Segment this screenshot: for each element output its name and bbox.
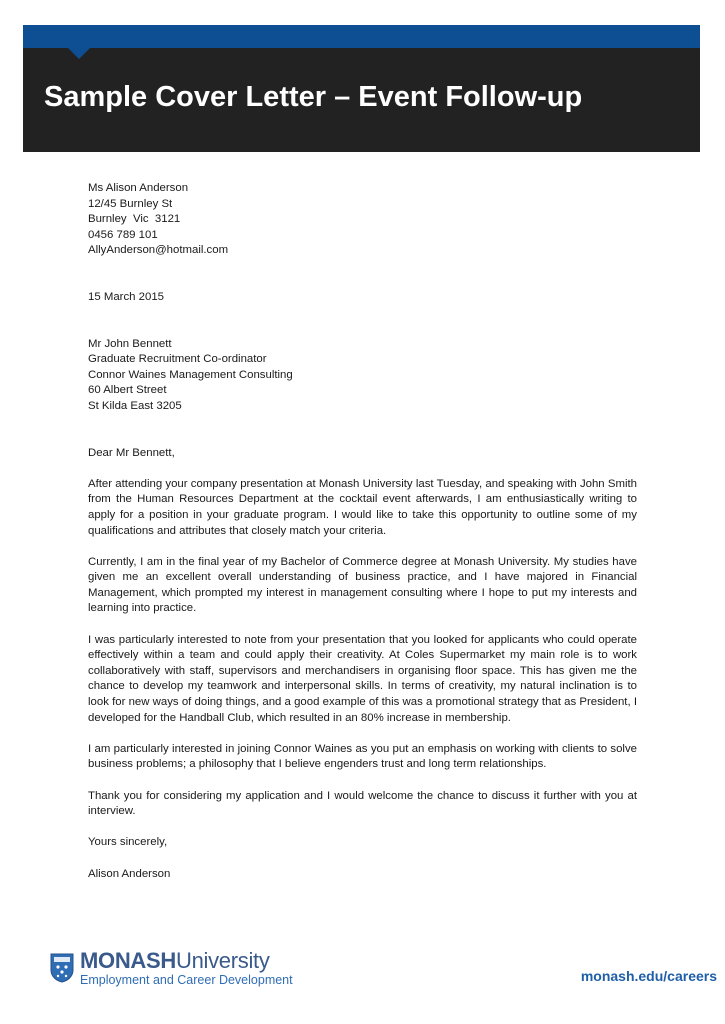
- paragraph-3: I was particularly interested to note from your presentation that you looked for applicants who could operate effectively within a team and could apply their creativity. At Coles Supermarket my main role is to work collaboratively with staff, supervisors and merchandisers in organising floor space. This has given me the chance to develop my teamwork and interpersonal skills. In terms of creativity, my natural inclination is to look for new ways of doing things, and a good example of this was a promotional strategy that as President, I developed for the Handball Club, which resulted in an 80% increase in membership.: [88, 633, 637, 724]
- logo-department: Employment and Career Development: [80, 973, 293, 987]
- monash-crest-icon: [50, 953, 74, 983]
- page-title: Sample Cover Letter – Event Follow-up: [44, 81, 583, 113]
- paragraph-1: After attending your company presentation at Monash University last Tuesday, and speaking with John Smith from the Human Resources Department at the cocktail event afterwards, I am enthusiastically writing to apply for a position in your graduate program. I would like to take this opportunity to outline some of my qualifications and attributes that closely match your criteria.: [88, 477, 637, 537]
- signature-name: Alison Anderson: [88, 867, 171, 880]
- paragraph-2: Currently, I am in the final year of my Bachelor of Commerce degree at Monash University. My studies have given me an excellent overall understanding of business practice, and I have majored in Financial Management, which prompted my interest in management consulting where I hope to put my interests and learning into practice.: [88, 555, 637, 615]
- letter-date: 15 March 2015: [88, 290, 164, 303]
- sender-address: [88, 181, 637, 259]
- sender-name: Ms Alison Anderson: [88, 182, 189, 194]
- recipient-name: Mr John Bennett: [88, 337, 172, 350]
- careers-url: monash.edu/careers: [580, 968, 717, 984]
- letter-body: [88, 181, 637, 882]
- paragraph-4: I am particularly interested in joining Connor Waines as you put an emphasis on working with clients to solve business problems; a philosophy that I believe engenders trust and long term relationships.: [88, 742, 637, 771]
- recipient-street: 60 Albert Street: [88, 384, 167, 397]
- sender-suburb: Burnley Vic 3121: [88, 213, 181, 226]
- header-blue-band: [23, 25, 700, 48]
- salutation: Dear Mr Bennett,: [88, 446, 175, 459]
- recipient-suburb: St Kilda East 3205: [88, 399, 182, 412]
- closing: Yours sincerely,: [88, 836, 168, 849]
- header-notch: [67, 47, 91, 59]
- recipient-company: Connor Waines Management Consulting: [88, 368, 293, 381]
- recipient-address: [88, 337, 637, 415]
- monash-logo: [50, 950, 310, 990]
- logo-university-name: [80, 948, 270, 974]
- logo-name-bold: MONASH: [80, 948, 176, 973]
- paragraph-5: Thank you for considering my application and I would welcome the chance to discuss it further with you at interview.: [88, 789, 637, 818]
- recipient-position: Graduate Recruitment Co-ordinator: [88, 353, 267, 366]
- sender-email: AllyAnderson@hotmail.com: [88, 244, 229, 257]
- sender-phone: 0456 789 101: [88, 228, 158, 241]
- logo-name-regular: University: [175, 948, 270, 973]
- sender-street: 12/45 Burnley St: [88, 197, 173, 210]
